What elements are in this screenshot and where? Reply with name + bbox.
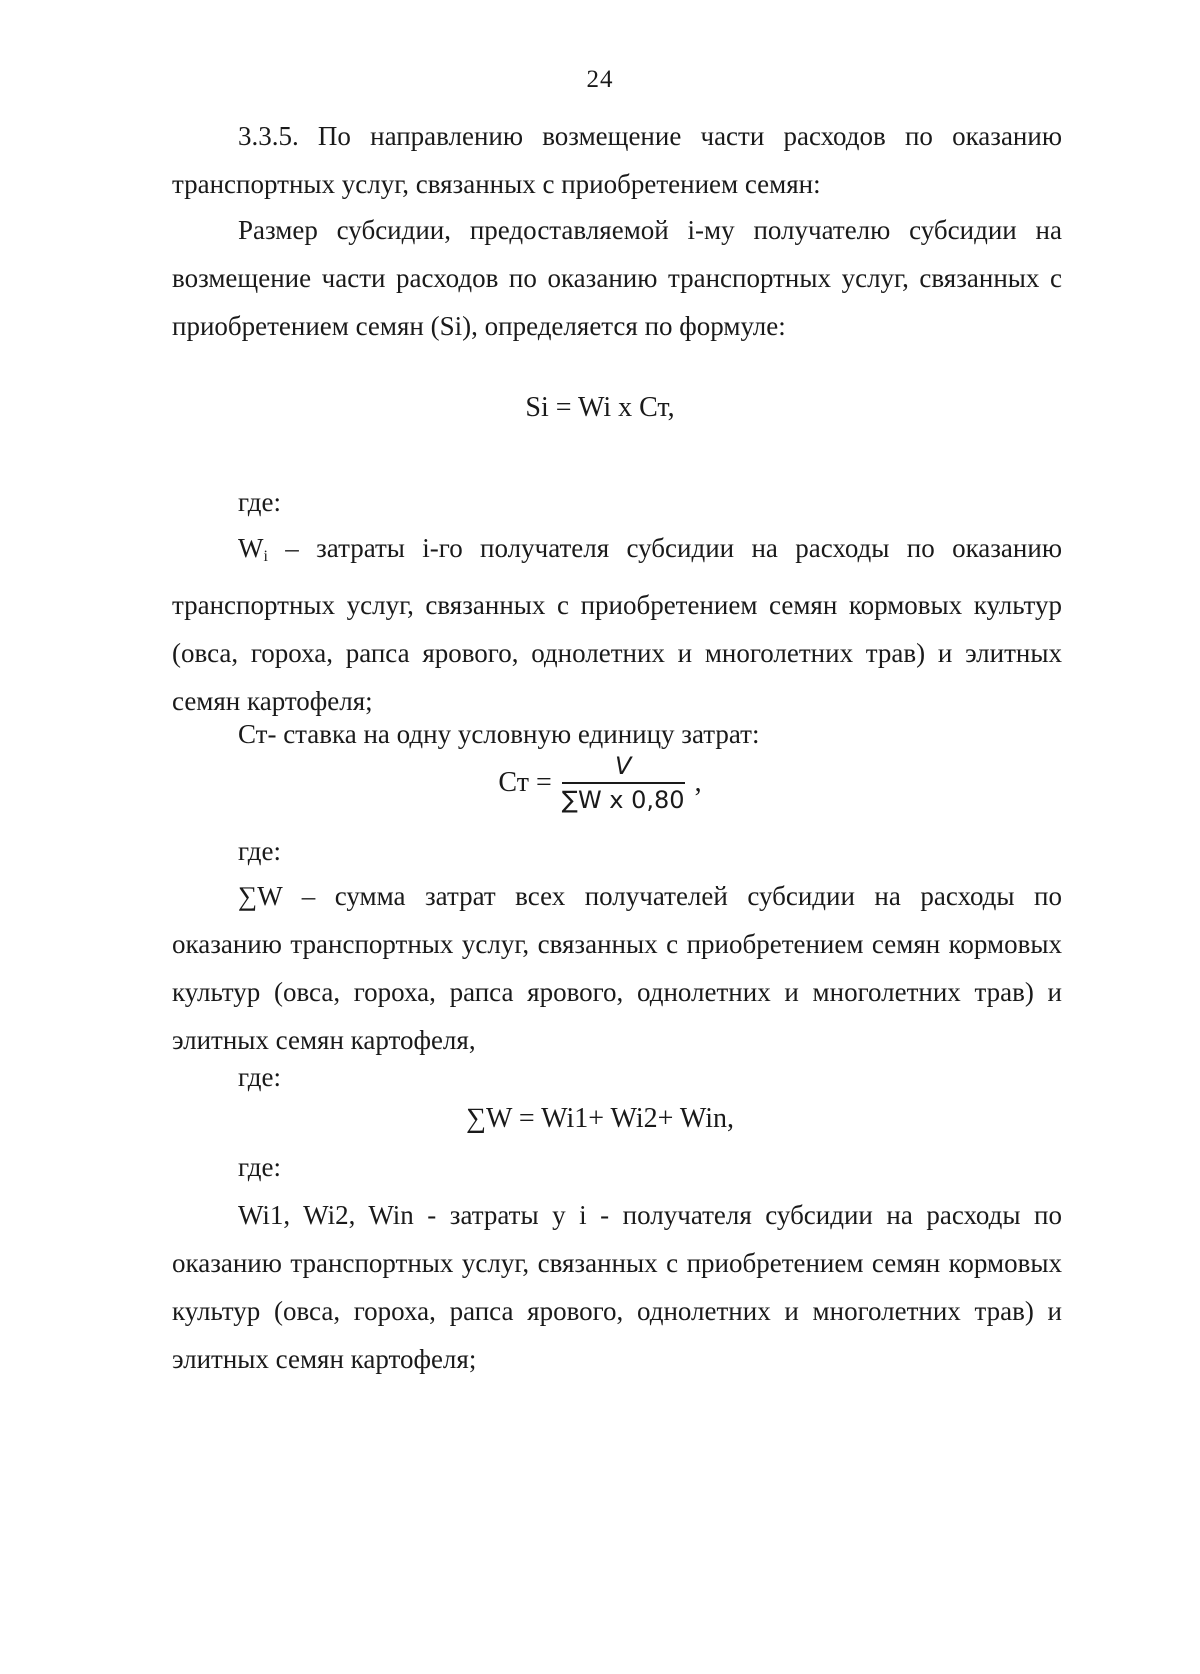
section-heading: 3.3.5. По направлению возмещение части расходов по оказанию транспортных услуг, связанных с приобретением семян: [172, 121, 1062, 199]
wi-symbol: W [238, 533, 264, 563]
formula-ct-tail: , [694, 767, 702, 798]
formula-ct [0, 752, 1200, 814]
definition-wi [172, 524, 1062, 725]
definition-wi-list: Wi1, Wi2, Win - затраты у i - получателя субсидии на расходы по оказанию транспортных услуг, связанных с приобретением семян кормовых культур (овса, гороха, рапса ярового, однолетних и многолетних трав) и элитных семян картофеля; [172, 1200, 1062, 1374]
where-label-4: где: [238, 1152, 281, 1182]
where-label-2: где: [238, 836, 281, 866]
formula-ct-lhs: Ст = [498, 767, 552, 798]
where-label-3: где: [238, 1062, 281, 1092]
formula-ct-denominator: ∑W x 0,80 [561, 786, 685, 814]
formula-ct-fraction [562, 752, 685, 814]
wi-definition-text: – затраты i-го получателя субсидии на расходы по оказанию транспортных услуг, связанных с приобретением семян кормовых культур (овса, гороха, рапса ярового, однолетних и многолетних трав) и элитных семян картофеля; [172, 533, 1062, 716]
formula-si: Si = Wi x Ст, [525, 392, 675, 423]
where-label-1: где: [238, 487, 281, 517]
definition-sum-w: ∑W – сумма затрат всех получателей субсидии на расходы по оказанию транспортных услуг, связанных с приобретением семян кормовых культур (овса, гороха, рапса ярового, однолетних и многолетних трав) и элитных семян картофеля, [172, 881, 1062, 1055]
paragraph-subsidy-size: Размер субсидии, предоставляемой i-му получателю субсидии на возмещение части расходов по оказанию транспортных услуг, связанных с приобретением семян (Si), определяется по формуле: [172, 215, 1062, 341]
definition-ct: Ст- ставка на одну условную единицу затрат: [238, 719, 760, 749]
formula-ct-numerator: V [614, 752, 632, 780]
formula-sum-w: ∑W = Wi1+ Wi2+ Win, [466, 1103, 734, 1134]
wi-subscript: i [263, 548, 268, 565]
page-number: 24 [586, 66, 614, 93]
